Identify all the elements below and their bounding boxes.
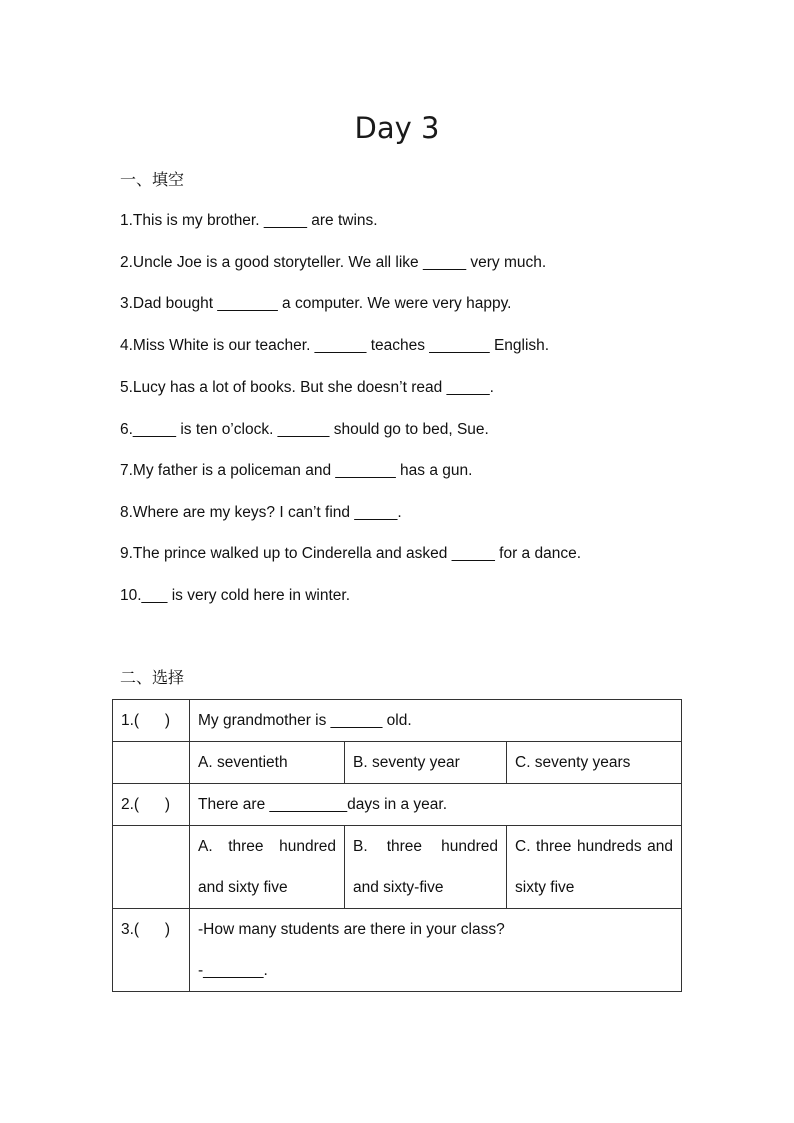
fill-question-5: 5.Lucy has a lot of books. But she doesn’t read _____. (120, 379, 494, 396)
choice-number-1: 1.( ) (113, 700, 190, 742)
answer-blank-cell (113, 742, 190, 784)
choice-number-2: 2.( ) (113, 784, 190, 826)
page-title: Day 3 (354, 111, 440, 145)
fill-question-9: 9.The prince walked up to Cinderella and asked _____ for a dance. (120, 545, 581, 562)
table-row (113, 826, 682, 909)
table-row (113, 742, 682, 784)
choice-question-3-line1: -How many students are there in your class? (198, 921, 505, 938)
option-2a: A. three hundred and sixty five (190, 826, 345, 909)
fill-question-1: 1.This is my brother. _____ are twins. (120, 212, 378, 229)
table-row (113, 909, 682, 992)
option-1b: B. seventy year (345, 742, 507, 784)
fill-question-6: 6._____ is ten o’clock. ______ should go to bed, Sue. (120, 421, 489, 438)
fill-question-8: 8.Where are my keys? I can’t find _____. (120, 504, 402, 521)
table-row (113, 784, 682, 826)
choice-question-1: My grandmother is ______ old. (190, 700, 682, 742)
fill-question-2: 2.Uncle Joe is a good storyteller. We all like _____ very much. (120, 254, 547, 271)
option-2b: B. three hundred and sixty-five (345, 826, 507, 909)
fill-question-10: 10.___ is very cold here in winter. (120, 587, 351, 604)
table-row (113, 700, 682, 742)
section-choice-heading: 二、选择 (120, 668, 185, 687)
option-2c: C. three hundreds and sixty five (507, 826, 682, 909)
fill-question-7: 7.My father is a policeman and _______ has a gun. (120, 462, 473, 479)
choice-question-3-line2: -_______. (198, 962, 268, 979)
option-1c: C. seventy years (507, 742, 682, 784)
fill-question-4: 4.Miss White is our teacher. ______ teaches _______ English. (120, 337, 550, 354)
fill-question-3: 3.Dad bought _______ a computer. We were very happy. (120, 295, 512, 312)
option-1a: A. seventieth (190, 742, 345, 784)
choice-table (112, 699, 682, 992)
choice-question-3 (190, 909, 682, 992)
section-fill-blank-heading: 一、填空 (120, 170, 185, 189)
choice-question-2: There are _________days in a year. (190, 784, 682, 826)
answer-blank-cell (113, 826, 190, 909)
choice-number-3: 3.( ) (113, 909, 190, 992)
